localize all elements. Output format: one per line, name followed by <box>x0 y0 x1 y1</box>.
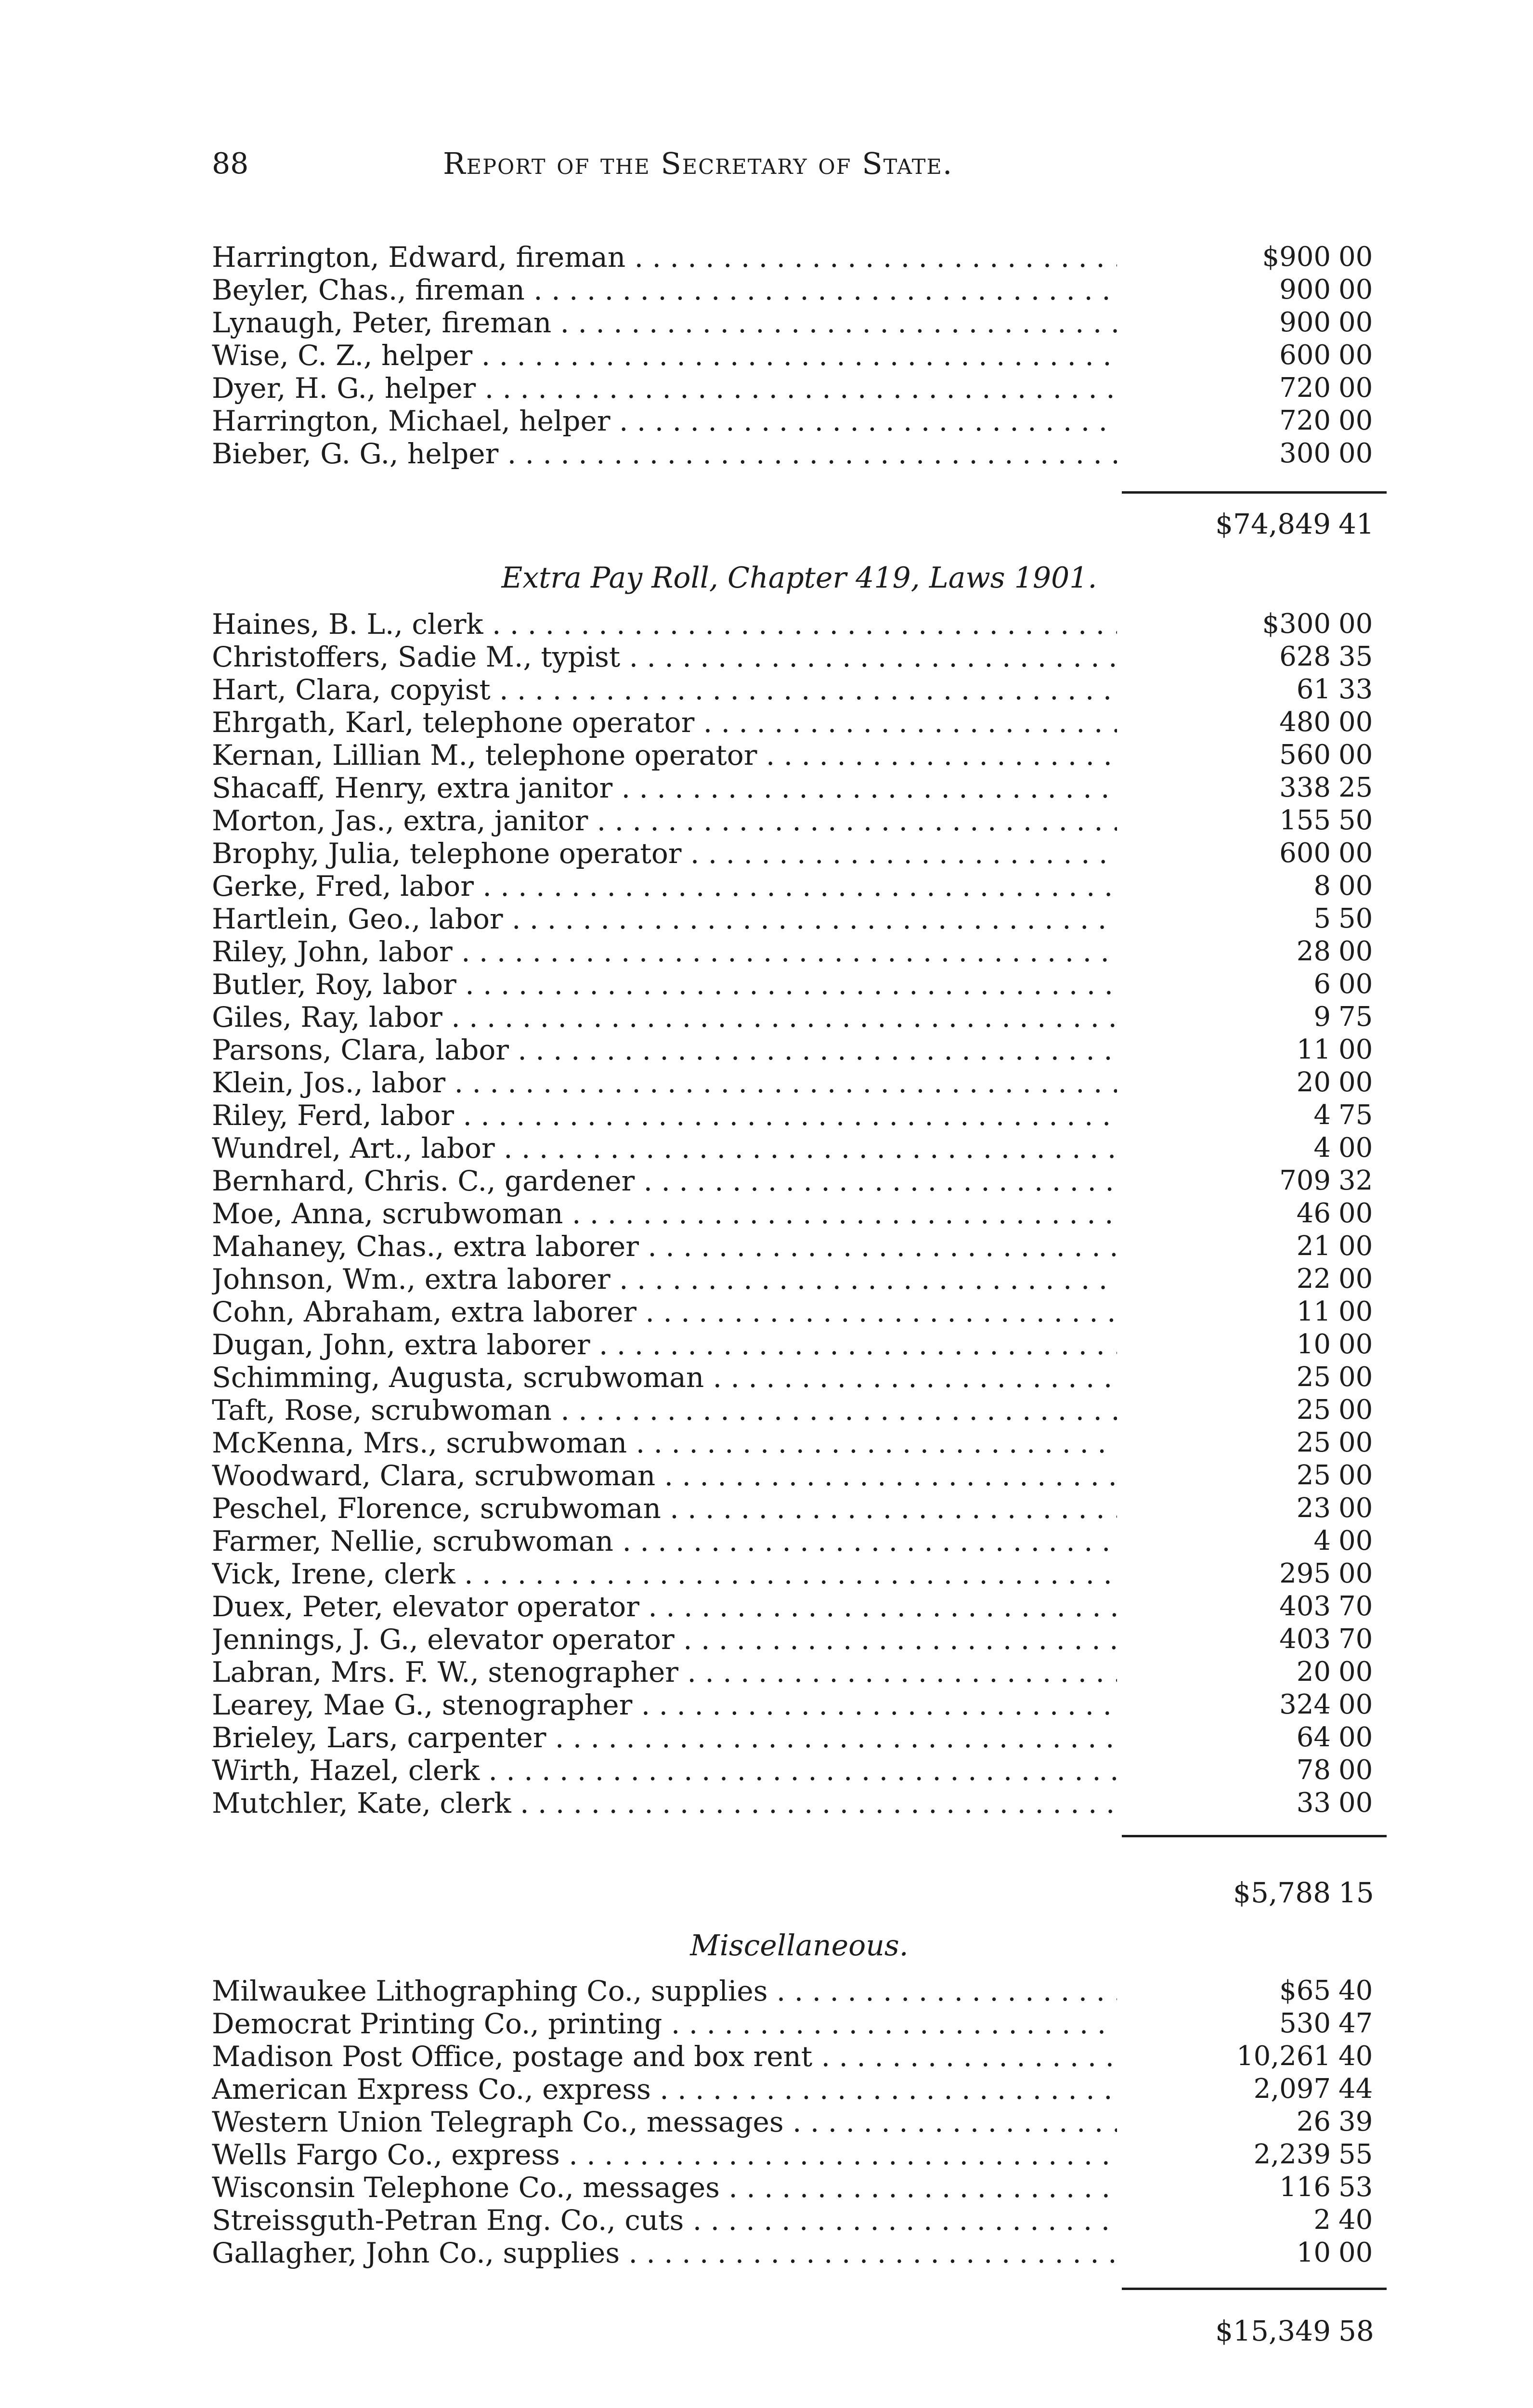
ledger-row <box>0 2204 1533 2237</box>
ledger-entry-name: Lynaugh, Peter, fireman . . . <box>212 306 1117 339</box>
ledger-amount-cents: 00 <box>1338 241 1373 273</box>
ledger-amount-cents: 00 <box>1338 1296 1373 1327</box>
ledger-row <box>0 274 1533 306</box>
ledger-row <box>0 837 1533 870</box>
ledger-amount-cents: 00 <box>1338 1689 1373 1720</box>
ledger-amount-cents: 75 <box>1338 1001 1373 1033</box>
ledger-row <box>0 1459 1533 1492</box>
ledger-amount-cents: 00 <box>1338 1558 1373 1589</box>
ledger-entry-name: Jennings, J. G., elevator operator . . . <box>212 1623 1117 1656</box>
ledger-row <box>0 1590 1533 1623</box>
ledger-amount-dollars: 900 <box>1279 307 1331 338</box>
ledger-row <box>0 804 1533 837</box>
ledger-amount-cents: 47 <box>1338 2008 1373 2039</box>
ledger-row <box>0 2040 1533 2073</box>
ledger-amount-cents: 00 <box>1338 936 1373 967</box>
ledger-amount-dollars: 295 <box>1279 1558 1331 1589</box>
ledger-amount-dollars: 4 <box>1313 1132 1331 1164</box>
ledger-row <box>0 1197 1533 1230</box>
ledger-amount-dollars: 22 <box>1296 1263 1331 1295</box>
ledger-entry-name: Riley, John, labor . . . <box>212 935 1117 968</box>
ledger-row <box>0 2138 1533 2171</box>
ledger-entry-name: Butler, Roy, labor . . . <box>212 968 1117 1001</box>
ledger-row <box>0 1492 1533 1525</box>
ledger-amount-cents: 00 <box>1338 1656 1373 1688</box>
ledger-amount-dollars: $900 <box>1262 241 1331 273</box>
ledger-amount-cents: 70 <box>1338 1623 1373 1655</box>
ledger-entry-name: Harrington, Edward, fireman . . . <box>212 241 1117 274</box>
ledger-amount-cents: 32 <box>1338 1165 1373 1196</box>
ledger-amount-dollars: 4 <box>1313 1525 1331 1557</box>
ledger-entry-name: Duex, Peter, elevator operator . . . <box>212 1590 1117 1623</box>
ledger-entry-name: Shacaff, Henry, extra janitor . . . <box>212 772 1117 804</box>
ledger-amount-cents: 39 <box>1338 2106 1373 2137</box>
ledger-amount-dollars: $65 <box>1279 1975 1331 2006</box>
ledger-row <box>0 903 1533 935</box>
ledger-amount-dollars: 628 <box>1279 641 1331 672</box>
ledger-entry-name: Mahaney, Chas., extra laborer . . . <box>212 1230 1117 1263</box>
ledger-amount-cents: 70 <box>1338 1591 1373 1622</box>
ledger-amount-cents: 55 <box>1338 2139 1373 2170</box>
ledger-amount-dollars: 25 <box>1296 1427 1331 1458</box>
ledger-amount-dollars: 6 <box>1313 968 1331 1000</box>
ledger-amount-dollars: 20 <box>1296 1067 1331 1098</box>
ledger-entry-name: Dugan, John, extra laborer . . . <box>212 1328 1117 1361</box>
ledger-amount-cents: 00 <box>1338 739 1373 771</box>
ledger-row <box>0 372 1533 405</box>
total-cents: 15 <box>1338 1876 1374 1909</box>
ledger-row <box>0 1721 1533 1754</box>
ledger-row <box>0 1426 1533 1459</box>
ledger-amount-cents: 00 <box>1338 1427 1373 1458</box>
ledger-entry-name: Farmer, Nellie, scrubwoman . . . <box>212 1525 1117 1557</box>
ledger-row <box>0 1263 1533 1296</box>
ledger-amount-cents: 00 <box>1338 2237 1373 2268</box>
ledger-amount-dollars: 46 <box>1296 1198 1331 1229</box>
ledger-row <box>0 1361 1533 1394</box>
ledger-row <box>0 339 1533 372</box>
ledger-amount-cents: 00 <box>1338 1754 1373 1786</box>
ledger-amount-dollars: 21 <box>1296 1230 1331 1262</box>
ledger-entry-name: Gallagher, John Co., supplies . . . <box>212 2237 1117 2269</box>
ledger-entry-name: Bernhard, Chris. C., gardener . . . <box>212 1165 1117 1197</box>
section-heading-miscellaneous: Miscellaneous. <box>690 1929 909 1963</box>
ledger-amount-dollars: 25 <box>1296 1361 1331 1393</box>
ledger-row <box>0 608 1533 641</box>
ledger-amount-dollars: 403 <box>1279 1623 1331 1655</box>
ledger-amount-dollars: 300 <box>1279 438 1331 469</box>
ledger-entry-name: Hartlein, Geo., labor . . . <box>212 903 1117 935</box>
ledger-entry-name: Kernan, Lillian M., telephone operator . . . <box>212 739 1117 772</box>
ledger-entry-name: Milwaukee Lithographing Co., supplies . . . <box>212 1975 1117 2007</box>
ledger-amount-dollars: 8 <box>1313 870 1331 902</box>
ledger-row <box>0 1557 1533 1590</box>
ledger-row <box>0 739 1533 772</box>
ledger-entry-name: Brieley, Lars, carpenter . . . <box>212 1721 1117 1754</box>
ledger-row <box>0 1132 1533 1165</box>
ledger-row <box>0 241 1533 274</box>
ledger-entry-name: Wisconsin Telephone Co., messages . . . <box>212 2171 1117 2204</box>
ledger-row <box>0 1394 1533 1426</box>
ledger-amount-dollars: 720 <box>1279 372 1331 404</box>
ledger-entry-name: Gerke, Fred, labor . . . <box>212 870 1117 903</box>
total-dollars: $5,788 <box>1233 1876 1331 1909</box>
ledger-amount-dollars: 11 <box>1296 1034 1331 1065</box>
ledger-amount-dollars: 33 <box>1296 1787 1331 1819</box>
ledger-entry-name: Learey, Mae G., stenographer . . . <box>212 1688 1117 1721</box>
ledger-entry-name: Johnson, Wm., extra laborer . . . <box>212 1263 1117 1296</box>
ledger-amount-dollars: 10,261 <box>1236 2041 1331 2072</box>
ledger-entry-name: Moe, Anna, scrubwoman . . . <box>212 1197 1117 1230</box>
ledger-row <box>0 641 1533 673</box>
ledger-entry-name: McKenna, Mrs., scrubwoman . . . <box>212 1426 1117 1459</box>
ledger-amount-cents: 00 <box>1338 1329 1373 1360</box>
ledger-amount-dollars: 25 <box>1296 1394 1331 1426</box>
ledger-row <box>0 1165 1533 1197</box>
ledger-amount-cents: 00 <box>1338 1067 1373 1098</box>
ledger-amount-cents: 50 <box>1338 903 1373 934</box>
ledger-amount-cents: 00 <box>1338 608 1373 640</box>
ledger-row <box>0 1688 1533 1721</box>
ledger-row <box>0 1001 1533 1034</box>
ledger-amount-cents: 00 <box>1338 1034 1373 1065</box>
ledger-amount-dollars: 64 <box>1296 1722 1331 1753</box>
ledger-amount-dollars: 709 <box>1279 1165 1331 1196</box>
ledger-entry-name: Giles, Ray, labor . . . <box>212 1001 1117 1034</box>
section-total-row <box>0 1873 1533 1912</box>
ledger-amount-dollars: 26 <box>1296 2106 1331 2137</box>
ledger-row <box>0 1754 1533 1787</box>
section-total-row <box>0 505 1533 543</box>
section-heading-extra-pay-roll: Extra Pay Roll, Chapter 419, Laws 1901. <box>501 561 1097 595</box>
ledger-entry-name: Beyler, Chas., fireman . . . <box>212 274 1117 306</box>
section-total-row <box>0 2312 1533 2350</box>
ledger-entry-name: Woodward, Clara, scrubwoman . . . <box>212 1459 1117 1492</box>
ledger-amount-cents: 40 <box>1338 1975 1373 2006</box>
ledger-amount-cents: 40 <box>1338 2204 1373 2236</box>
ledger-amount-cents: 00 <box>1338 438 1373 469</box>
ledger-amount-dollars: 600 <box>1279 340 1331 371</box>
ledger-entry-name: Wells Fargo Co., express . . . <box>212 2138 1117 2171</box>
page-number: 88 <box>212 147 249 181</box>
ledger-amount-cents: 00 <box>1338 1394 1373 1426</box>
ledger-amount-cents: 00 <box>1338 838 1373 869</box>
ledger-amount-cents: 50 <box>1338 805 1373 836</box>
ledger-amount-cents: 25 <box>1338 772 1373 803</box>
ledger-amount-dollars: 2,239 <box>1253 2139 1331 2170</box>
ledger-amount-cents: 00 <box>1338 340 1373 371</box>
ledger-row <box>0 2007 1533 2040</box>
ledger-amount-dollars: 4 <box>1313 1099 1331 1131</box>
ledger-entry-name: Labran, Mrs. F. W., stenographer . . . <box>212 1656 1117 1688</box>
ledger-amount-cents: 53 <box>1338 2172 1373 2203</box>
ledger-amount-dollars: 2,097 <box>1253 2073 1331 2105</box>
section-fire-crew <box>0 241 1533 470</box>
ledger-amount-cents: 00 <box>1338 274 1373 305</box>
ledger-amount-cents: 00 <box>1338 1132 1373 1164</box>
ledger-amount-dollars: 480 <box>1279 707 1331 738</box>
ledger-entry-name: Bieber, G. G., helper . . . <box>212 437 1117 470</box>
ledger-amount-cents: 00 <box>1338 1230 1373 1262</box>
ledger-amount-dollars: 155 <box>1279 805 1331 836</box>
ledger-row <box>0 2073 1533 2106</box>
section-extra-pay-roll <box>0 608 1533 1819</box>
ledger-amount-dollars: 560 <box>1279 739 1331 771</box>
ledger-amount-cents: 35 <box>1338 641 1373 672</box>
ledger-amount-cents: 00 <box>1338 307 1373 338</box>
ledger-entry-name: Western Union Telegraph Co., messages . . . <box>212 2106 1117 2138</box>
ledger-entry-name: Taft, Rose, scrubwoman . . . <box>212 1394 1117 1426</box>
ledger-entry-name: Mutchler, Kate, clerk . . . <box>212 1787 1117 1819</box>
ledger-amount-cents: 00 <box>1338 372 1373 404</box>
ledger-entry-name: Wirth, Hazel, clerk . . . <box>212 1754 1117 1787</box>
ledger-row <box>0 405 1533 437</box>
ledger-row <box>0 1525 1533 1557</box>
ledger-row <box>0 706 1533 739</box>
ledger-entry-name: Harrington, Michael, helper . . . <box>212 405 1117 437</box>
ledger-amount-dollars: 10 <box>1296 2237 1331 2268</box>
ledger-row <box>0 1296 1533 1328</box>
ledger-amount-cents: 40 <box>1338 2041 1373 2072</box>
ledger-amount-cents: 75 <box>1338 1099 1373 1131</box>
ledger-row <box>0 306 1533 339</box>
ledger-entry-name: Cohn, Abraham, extra laborer . . . <box>212 1296 1117 1328</box>
ledger-amount-dollars: 530 <box>1279 2008 1331 2039</box>
ledger-amount-cents: 00 <box>1338 1722 1373 1753</box>
ledger-amount-dollars: 10 <box>1296 1329 1331 1360</box>
ledger-amount-dollars: 2 <box>1313 2204 1331 2236</box>
ledger-entry-name: Klein, Jos., labor . . . <box>212 1066 1117 1099</box>
ledger-amount-cents: 00 <box>1338 1460 1373 1491</box>
ledger-amount-cents: 00 <box>1338 870 1373 902</box>
ledger-amount-dollars: $300 <box>1262 608 1331 640</box>
ledger-amount-dollars: 116 <box>1279 2172 1331 2203</box>
total-cents: 58 <box>1338 2315 1374 2347</box>
ledger-entry-name: Hart, Clara, copyist . . . <box>212 673 1117 706</box>
section-miscellaneous <box>0 1975 1533 2269</box>
total-cents: 41 <box>1338 508 1374 540</box>
ledger-row <box>0 437 1533 470</box>
ledger-amount-dollars: 600 <box>1279 838 1331 869</box>
ledger-entry-name: Streissguth-Petran Eng. Co., cuts . . . <box>212 2204 1117 2237</box>
ledger-row <box>0 1230 1533 1263</box>
total-rule <box>1122 1835 1387 1837</box>
ledger-amount-cents: 00 <box>1338 405 1373 436</box>
ledger-amount-dollars: 28 <box>1296 936 1331 967</box>
ledger-amount-cents: 33 <box>1338 674 1373 705</box>
total-dollars: $15,349 <box>1215 2315 1331 2347</box>
ledger-amount-dollars: 61 <box>1296 674 1331 705</box>
ledger-row <box>0 935 1533 968</box>
ledger-row <box>0 870 1533 903</box>
ledger-row <box>0 2106 1533 2138</box>
ledger-entry-name: Schimming, Augusta, scrubwoman . . . <box>212 1361 1117 1394</box>
ledger-entry-name: Peschel, Florence, scrubwoman . . . <box>212 1492 1117 1525</box>
ledger-amount-dollars: 78 <box>1296 1754 1331 1786</box>
ledger-entry-name: Haines, B. L., clerk . . . <box>212 608 1117 641</box>
ledger-row <box>0 1656 1533 1688</box>
ledger-amount-cents: 00 <box>1338 1263 1373 1295</box>
ledger-amount-cents: 00 <box>1338 968 1373 1000</box>
ledger-row <box>0 1975 1533 2007</box>
ledger-row <box>0 1328 1533 1361</box>
ledger-amount-cents: 00 <box>1338 1492 1373 1524</box>
ledger-row <box>0 1066 1533 1099</box>
ledger-row <box>0 2237 1533 2269</box>
ledger-entry-name: Ehrgath, Karl, telephone operator . . . <box>212 706 1117 739</box>
ledger-row <box>0 1099 1533 1132</box>
ledger-amount-cents: 44 <box>1338 2073 1373 2105</box>
ledger-entry-name: Riley, Ferd, labor . . . <box>212 1099 1117 1132</box>
ledger-entry-name: Brophy, Julia, telephone operator . . . <box>212 837 1117 870</box>
ledger-entry-name: Madison Post Office, postage and box rent . . . <box>212 2040 1117 2073</box>
ledger-amount-dollars: 338 <box>1279 772 1331 803</box>
ledger-entry-name: Wise, C. Z., helper . . . <box>212 339 1117 372</box>
ledger-amount-cents: 00 <box>1338 1198 1373 1229</box>
ledger-row <box>0 1787 1533 1819</box>
ledger-amount-dollars: 403 <box>1279 1591 1331 1622</box>
total-rule <box>1122 2288 1387 2290</box>
ledger-amount-dollars: 20 <box>1296 1656 1331 1688</box>
running-title: Report of the Secretary of State. <box>443 146 953 181</box>
ledger-amount-cents: 00 <box>1338 707 1373 738</box>
ledger-amount-dollars: 23 <box>1296 1492 1331 1524</box>
ledger-entry-name: Christoffers, Sadie M., typist . . . <box>212 641 1117 673</box>
ledger-row <box>0 772 1533 804</box>
ledger-entry-name: Wundrel, Art., labor . . . <box>212 1132 1117 1165</box>
ledger-amount-dollars: 720 <box>1279 405 1331 436</box>
ledger-entry-name: Dyer, H. G., helper . . . <box>212 372 1117 405</box>
ledger-amount-cents: 00 <box>1338 1787 1373 1819</box>
ledger-amount-dollars: 324 <box>1279 1689 1331 1720</box>
ledger-entry-name: American Express Co., express . . . <box>212 2073 1117 2106</box>
ledger-row <box>0 1034 1533 1066</box>
ledger-amount-dollars: 900 <box>1279 274 1331 305</box>
ledger-entry-name: Vick, Irene, clerk . . . <box>212 1557 1117 1590</box>
ledger-entry-name: Democrat Printing Co., printing . . . <box>212 2007 1117 2040</box>
ledger-entry-name: Morton, Jas., extra, janitor . . . <box>212 804 1117 837</box>
ledger-amount-cents: 00 <box>1338 1361 1373 1393</box>
ledger-row <box>0 968 1533 1001</box>
ledger-amount-dollars: 11 <box>1296 1296 1331 1327</box>
total-dollars: $74,849 <box>1215 508 1331 540</box>
ledger-amount-dollars: 5 <box>1313 903 1331 934</box>
ledger-row <box>0 2171 1533 2204</box>
page-header <box>212 144 1156 197</box>
ledger-entry-name: Parsons, Clara, labor . . . <box>212 1034 1117 1066</box>
ledger-amount-dollars: 9 <box>1313 1001 1331 1033</box>
ledger-amount-cents: 00 <box>1338 1525 1373 1557</box>
ledger-amount-dollars: 25 <box>1296 1460 1331 1491</box>
total-rule <box>1122 491 1387 494</box>
ledger-row <box>0 673 1533 706</box>
ledger-row <box>0 1623 1533 1656</box>
